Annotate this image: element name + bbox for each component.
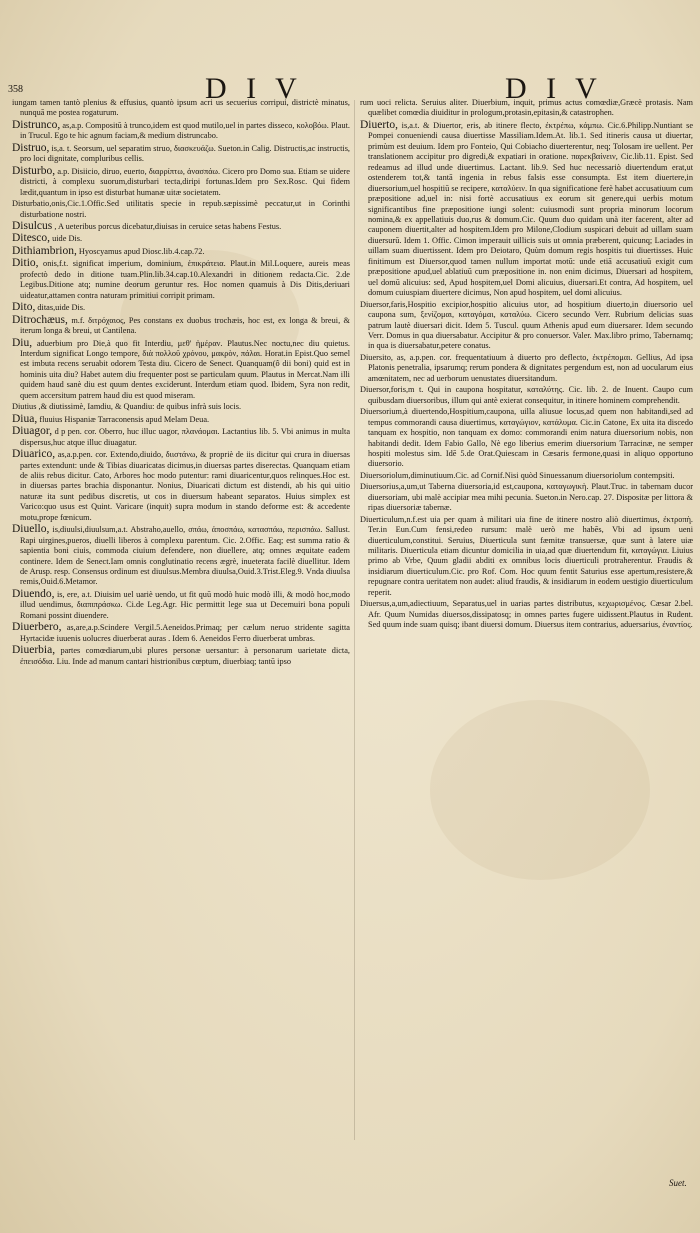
- running-head-left: D I V: [205, 72, 303, 105]
- dictionary-entry: [12, 233, 350, 244]
- entry-text: is,diuulsi,diuulsum,a.t. Abstraho,auello, σπάω, ἀποσπάω, κατασπάω, περισπάω. Sallust. Rapi uirgines,pueros, diuelli liberos à complexu parentum. Cic. 2.Offic. Eaq; est summa ratio & sapientia boni ciuis, commoda ciuium defendere, non diuellere, atq; omnes æquitate eadem continere. Idem de Senect.Iam omnis conglutinatio recens ægrè, inueterata facilè diuellitur. Idem de Arusp. resp. Consensus ordinum est diuulsus.Membra diuulsa,Ouid.3.Trist.Eleg.9. Vnda diuulsa remis,Ouid.6.Metamor.: [20, 525, 350, 587]
- dictionary-entry: [360, 407, 693, 470]
- entry-headword: Dithiambrion,: [12, 244, 77, 257]
- dictionary-entry: [12, 120, 350, 142]
- entry-text: as,are,a.p.Scindere Vergil.5.Aeneidos.Primaq; per cælum neruo stridente sagitta Hyrtacidæ iuuenis uolucres diuerberat auras . Idem 6. Aeneidos Ferro diuerberat umbras.: [20, 623, 350, 643]
- entry-text: Diuersito, as, a.p.pen. cor. frequentatiuum à diuerto pro deflecto, ἐκτρέπομαι. Gellius, Ad ipsa Platonis penetralia, ipsarumq; rerum pondera & dignitates pergendum est, non ad uocularum eius amœnitatem, nec ad uerborum uenustates diuersitandum.: [360, 352, 693, 383]
- entry-headword: Diuerbia,: [12, 644, 56, 657]
- dictionary-entry: [12, 258, 350, 301]
- entry-text: partes comœdiarum,ubi plures personæ uersantur: à personarum uarietate dicta, ἐπεισόδια. Liu. Inde ad manum cantari histrionibus cœptum, diuerbiaq; tantū ipso: [20, 646, 350, 666]
- dictionary-entry: [360, 482, 693, 513]
- entry-text: onis,f.t. significat imperium, dominium, ἐπικράτεια. Plaut.in Mil.Loquere, aureis meas profectò dedo in ditione tuam.Plin.lib.34.cap.10.Alexandri in ditionem redacta.Cic. 2.de Legibus.Ditione atq; numine deorum geruntur res. Hoc nomen quamuis à Dis Ditis,deriuari uideatur,attamen contra naturam primitiui corripit primam.: [20, 259, 350, 300]
- dictionary-entry: [12, 166, 350, 198]
- entry-headword: Disulcus: [12, 219, 53, 232]
- entry-text: is,a. t. Seorsum, uel separatim struo, διασκευάζω. Sueton.in Calig. Distructis,ac instructis, pro loci dignitate, compluribus cellis.: [20, 143, 350, 164]
- dictionary-entry: [12, 622, 350, 644]
- dictionary-entry: [360, 599, 693, 630]
- dictionary-entry: [12, 315, 350, 337]
- entry-headword: Distrunco,: [12, 118, 61, 131]
- dictionary-entry: [12, 426, 350, 448]
- entry-text: Diuersor,faris,Hospitio excipior,hospitio alicuius utor, ad hospitium diuerto,in diuersorio uel caupona sum, ξενίζομαι, καταγόμαι, καταλύω. Cicero secundo Verr. Rubrium delicias suas patrum lautè diuersari dicit. Idem 5. Tuscul. quum Athenis apud eum diuersarer. Idem secundo Verr. Domus in qua diuersabatur. Accipitur & pro conuersor. Valer. Max.libro primo, Tabernamq; in qua is diuersabatur,petere conatus.: [360, 299, 693, 351]
- dictionary-entry: [12, 524, 350, 588]
- entry-headword: Diuerto,: [360, 118, 399, 131]
- dictionary-entry: [360, 515, 693, 599]
- entry-text: Diuersoriolum,diminutiuum.Cic. ad Cornif.Nisi quòd Sinuessanum diuersoriolum contempsiti.: [360, 470, 675, 480]
- entry-text: m.f. διτρόχαιος, Pes constans ex duobus trochæis, hoc est, ex longa & breui, & iterum longa & breui, ut Cantilena.: [20, 315, 350, 336]
- entry-text: is,a.t. & Diuertor, eris, ab itinere flecto, ἐκτρέπω, κάμπω. Cic.6.Philipp.Nuntiant se Pompei conueniendi causa diuertisse Massiliam.Idem.At. lib.1. Sed itineris causa ut diuertar, primùm est deuium. Idem pro Fonteio, Qui Cobiacho diuerterentur, neq; Tolosam ire uellent. Per translationem accipitur pro digredi,& expatiari in oratione. παρεκβαίνειν, Cic.lib.11. Epist. Sed redeamus ad illud unde diuertimus. Lactant. lib.9. Sed huc necessariò diuertendum erat,ut ostenderem tot,& tantā ingenia in rebus falsis esse consumpta. Est item diuertere,in diuersorium,uel hospitiū se recipere, καταλύειν. In qua significatione ferè habet accusatiuum cum præpositione ad,uel in: nisi fortè accusatiuus ex eorum sit genere,qui uerbis motum significantibus fine præpositione iungi solent: cuiusmodi sunt propria minorum locorum nomina,& ex appellatiuis duo,rus & domum.Cic. Quum duo quidam unà iter facerent, alter ad cauponem diuertit,alter ad hospitem.Idem pro Milone,Clodium suspicari debuit ad uillam suam diuersurū. Idem 1. Offic. Cimon imperauit uillicis suis ut omnia præberent, quicunq; Laciades in uillam suam diuertissent. Idem pro Deiotaro, Quùm domum regis hospitis tui diuertisses. Huic finitimum est Diuersor,quod tamen nullum importat motū: unde etiā accusatiuū exigit cum præpositione apud,uel ablatiuū cum præpositione in. non enim dicimus, Diuersari ad hospitem, uel domū alicuius: sed, Apud hospitem,uel Domi alicuius, diuersari.Et contra, Ad hospitem, uel domum cuiuspiam diuertere dicimus, Non apud hospitem, uel domi alicuius.: [368, 120, 693, 298]
- dictionary-entry: [12, 414, 350, 425]
- entry-headword: Diuello,: [12, 523, 50, 536]
- entry-text: Diuerticulum,n.f.est uia per quam à militari uia fine de itinere nostro aliò diuertimus, ἐκτροπὴ. Ter.in Eun.Cum fensi,redeo rursum: malè uerò me habēs, Vbi ad ipsum ueni diuerticulum,constitui. Seruius, Diuerticula sunt fæmitæ transuersæ, quæ sunt à latere uiæ militaris. Diuerticula etiam dicuntur domicilia in uia,ad quæ diuertendum fit, καταγώγια. Liuius primo ab Vrbe, Quum gladii abditi ex omnibus locis diuerticuli protraherentur. Fraudis & insidiarum diuerticulum.Cic. pro Rof. Com. Hoc quum fentit Saturius esse apertum,resistere,& repugnare contra ueritatem non audet: aliud fraudis, & insidiarum in eodem uestigio diuerticulum reperit.: [360, 514, 693, 597]
- dictionary-entry: [360, 385, 693, 406]
- entry-text: Diuersus,a,um,adiectiuum, Separatus,uel in uarias partes distributus, κεχωρισμένος. Cæsar 2.bel. Afr. Quum Numidas diuersos,dissipatosq; in omnes partes fugere uidissent.Plautus in Rudent. Sed quum inde suam quisq; ibant diuersi domum. Diuersus item contrarius, aduersarius, ἐναντίος.: [360, 599, 693, 630]
- entry-headword: Ditrochæus,: [12, 313, 68, 326]
- entry-text: ditas,uide Dis.: [37, 303, 86, 313]
- page-number: 358: [8, 84, 23, 95]
- entry-text: uide Dis.: [52, 234, 83, 244]
- entry-text: rum uoci relicta. Seruius aliter. Diuerbium, inquit, primus actus comœdiæ,Græcè protasis. Nam quælibet comœdia diuiditur in prologum,protasin,epitasin,& catastrophen.: [360, 98, 693, 118]
- entry-text: is, ere, a.t. Diuisim uel uariè uendo, ut fit quū modò huic modò illi, & modò hoc,modo illud uendimus, διαπιπράσκω. Ci.de Leg.Agr. Hic permittit lege sua ut Decemuiri bona populi Romani possint diuendere.: [20, 589, 350, 620]
- dictionary-entry: [360, 98, 693, 119]
- entry-text: as,a.p.pen. cor. Extendo,diuido, διιστάνω, & propriè de iis dicitur qui crura in diuersas partes extendunt: unde & Tibias diuaricatas dicimus,in diuersas partes diserectas. Quanquam etiam de aliis rebus dicitur. Cato, Arbores hoc modo putentur: rami diuaricentur,quos relinques.Hoc est. in diuersas partes brachia disponantur. Nonius, Diuaricati dictum est distendi, ab his qui uitio naturæ ita sunt pedibus discretis, ut cos in diuersum habeant separatos. Huius simplex est Varico:quo usus est Quint. Varicare (inquit) supra modum in stando deforme est: & accedente motu,prope fœnicum.: [20, 450, 350, 522]
- dictionary-entry: [12, 221, 350, 232]
- entry-headword: Diuarico,: [12, 448, 56, 461]
- catchword: Suet.: [669, 1178, 687, 1188]
- entry-headword: Diuerbero,: [12, 621, 62, 634]
- entry-text: Diuersorius,a,um,ut Taberna diuersoria,id est,caupona, καταγωγικὴ. Plaut.Truc. in tabernam ducor diuersoriam, ubi malè accipiar mea mihi pecunia. Sueton.in Nero.cap. 27. Dispositæ per littora & ripas diuersoriæ tabernæ.: [360, 482, 693, 513]
- entry-text: as,a.p. Compositū à trunco,idem est quod mutilo,uel in partes disseco, κολοβόω. Plaut. in Trucul. Ego te hic agnum faciam,& medium distruncabo.: [20, 120, 350, 141]
- dictionary-entry: [360, 471, 693, 481]
- entry-text: Diuersor,foris,m t. Qui in caupona hospitatur, καταλύτης. Cic. lib. 2. de Inuent. Caupo cum quibusdam diuersoribus, illum qui antè exierat consequitur, in itinere hominem comprehendit.: [360, 385, 693, 405]
- dictionary-entry: [12, 199, 350, 220]
- entry-headword: Diuendo,: [12, 587, 55, 600]
- dictionary-entry: [12, 402, 350, 412]
- dictionary-entry: [12, 143, 350, 165]
- dictionary-entry: [12, 645, 350, 667]
- entry-text: Hyoscyamus apud Diosc.lib.4.cap.72.: [78, 246, 205, 256]
- entry-headword: Diu,: [12, 336, 33, 349]
- entry-text: a.p. Disiicio, diruo, euerto, διαρρίπτω, ἀνασπάω. Cicero pro Domo sua. Etiam se uidere districti, à complexu suorum,disturbari tecta,diripi fortunas.Idem pro Sex.Rosc. Qui fidem lædit,quantum in ipso est disturbat humanæ uitæ societatem.: [20, 166, 350, 197]
- entry-text: , A ueteribus porcus dicebatur,diuisas in ceruice setas habens Festus.: [54, 221, 282, 231]
- dictionary-entry: [360, 353, 693, 384]
- entry-text: Diutius ,& diutissimè, Iamdiu, & Quandiu: de quibus infrà suis locis.: [12, 402, 242, 412]
- entry-headword: Diua,: [12, 412, 38, 425]
- right-column: [360, 98, 693, 1148]
- entry-headword: Diuagor,: [12, 425, 53, 438]
- entry-text: fluuius Hispaniæ Tarraconensis apud Melam Deua.: [39, 414, 210, 424]
- entry-text: d p pen. cor. Oberro, huc illuc uagor, πλανάομαι. Lactantius lib. 5. Vbi animus in multa dispersus,huc atque illuc diuagatur.: [20, 427, 350, 447]
- dictionary-entry: [12, 449, 350, 523]
- entry-headword: Disturbo,: [12, 164, 56, 177]
- entry-headword: Ditio,: [12, 257, 39, 270]
- dictionary-entry: [360, 300, 693, 352]
- dictionary-entry: [12, 589, 350, 621]
- dictionary-entry: [360, 120, 693, 299]
- entry-headword: Distruo,: [12, 141, 50, 154]
- running-head-right: D I V: [505, 72, 603, 105]
- left-column: [12, 98, 350, 1148]
- entry-headword: Dito,: [12, 301, 36, 314]
- entry-text: Disturbatio,onis,Cic.1.Offic.Sed utilitatis specie in repub.sæpissimè peccatur,ut in Corinthi disturbatione nostri.: [12, 199, 350, 219]
- entry-headword: Ditesco,: [12, 232, 51, 245]
- entry-text: aduerbium pro Die,à quo fit Interdiu, μεθ' ἡμέραν. Plautus.Nec noctu,nec diu quietus. Interdum significat Longo tempore, διὰ πολλοῦ χρόνου, μακρὸν, πάλαι. Horat.in Epist.Quo semel est imbuta recens seruabit odorem Testa diu. Cicero de Senect. Quanquam(ô dii boni) quid est in hominis uita diu? Habet autem diu frequenter post se particulam quum. Plautus in Mercat.Nam illi quidem haud sanè diu est quum dentes exciderunt. Interdum etiam quod. Ibidem, Syra non redit, quem accersitum patrem haud diu est quod miseram.: [20, 338, 350, 400]
- entry-text: iungam tamen tantò plenius & effusius, quantò ipsum acri us secuerius corripui, districtè minatus, nunquā me postea rogaturum.: [12, 98, 350, 118]
- dictionary-entry: [12, 246, 350, 257]
- column-divider: [354, 100, 355, 1140]
- entry-text: Diuersorium,à diuertendo,Hospitium,caupona, uilla aliusue locus,ad quem non habitandi,sed ad tempus commorandi causa diuertimus, καταγώγιον, κατάλυμα. Cic.in Catone, Ex uita ita discedo tanquam ex hospitio, non tanquam ex domo: commorandi enim natura diuersorium nobis, non habitandi dedit. Idem Fabio Gallo, Nè ego liberius emerim diuersorium Tarracinæ, ne semper hospiti molestus sim. Idē 5.de Orat.Quiescam in Cæsaris fermone,quasi in aliquo opportuno diuersorio.: [360, 407, 693, 469]
- dictionary-entry: [12, 338, 350, 402]
- dictionary-entry: [12, 302, 350, 313]
- dictionary-entry: [12, 98, 350, 119]
